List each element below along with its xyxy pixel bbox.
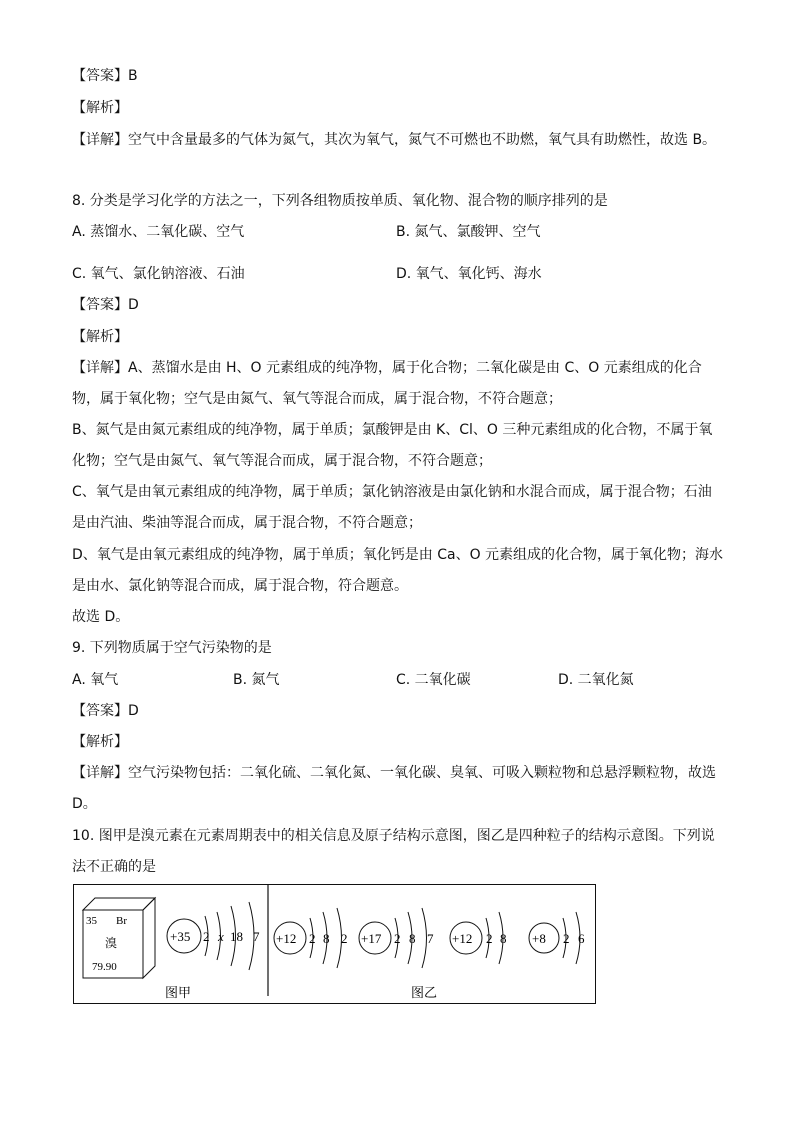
element-name: 溴 [105,936,118,950]
q10-figure [73,884,596,1004]
q8-detail-line: 故选 D。 [72,609,130,625]
particle-4-shell: 2 [563,931,570,946]
particle-3-nucleus: +12 [452,931,473,946]
figure-frame [74,885,596,1004]
particle-3-shell: 8 [500,931,507,946]
q9-detail-line: 【详解】空气污染物包括：二氧化硫、二氧化氮、一氧化碳、臭氧、可吸入颗粒物和总悬浮颗粒物，故选 [72,765,716,781]
q8-option-d: D. 氧气、氧化钙、海水 [396,266,542,282]
q8-option-b: B. 氮气、氯酸钾、空气 [396,224,541,240]
q8-detail-line: B、氮气是由氮元素组成的纯净物，属于单质；氯酸钾是由 K、Cl、O 三种元素组成的化合物，不属于氧 [72,422,713,438]
q9-option-c: C. 二氧化碳 [396,672,471,688]
element-mass: 79.90 [92,961,117,973]
q9-answer: 【答案】D [72,703,139,719]
q9-analysis-label: 【解析】 [72,734,128,750]
element-cell [83,898,155,978]
q8-detail-line: 是由水、氯化钠等混合而成，属于混合物，符合题意。 [72,578,408,594]
q10-stem-line: 法不正确的是 [72,859,156,875]
q8-answer: 【答案】D [72,297,139,313]
q8-detail-line: 【详解】A、蒸馏水是由 H、O 元素组成的纯净物，属于化合物；二氧化碳是由 C、O 元素组成的化合 [72,360,702,376]
q8-option-a: A. 蒸馏水、二氧化碳、空气 [72,224,245,240]
q8-detail-line: 化物；空气是由氮气、氧气等混合而成，属于混合物，不符合题意； [72,453,492,469]
q9-option-d: D. 二氧化氮 [558,672,634,688]
q10-stem-line: 10. 图甲是溴元素在元素周期表中的相关信息及原子结构示意图，图乙是四种粒子的结构示意图。下列说 [72,828,715,844]
particle-2-shell: 2 [394,931,401,946]
atom-jia-shell: 2 [203,929,210,944]
particle-4-nucleus: +8 [532,931,546,946]
caption-yi: 图乙 [411,986,438,1001]
particle-2-nucleus: +17 [361,931,382,946]
caption-jia: 图甲 [165,986,192,1001]
particle-2-shell: 8 [409,931,416,946]
q9-detail-line: D。 [72,796,97,812]
q8-detail-line: C、氧气是由氧元素组成的纯净物，属于单质；氯化钠溶液是由氯化钠和水混合而成，属于混合物；石油 [72,484,712,500]
particle-3-shell: 2 [486,931,493,946]
atom-jia-shell: x [218,929,224,944]
q8-detail-line: 是由汽油、柴油等混合而成，属于混合物，不符合题意； [72,515,422,531]
particle-diagram-2 [359,908,434,968]
atom-jia-shell: 18 [230,929,243,944]
atom-diagram-jia [167,902,260,970]
particle-diagram-4 [529,912,585,964]
atom-jia-nucleus: +35 [170,929,191,944]
element-symbol: Br [116,915,127,927]
q9-option-a: A. 氧气 [72,672,119,688]
particle-diagram-3 [450,912,507,964]
q8-option-c: C. 氧气、氯化钠溶液、石油 [72,266,245,282]
q8-stem: 8. 分类是学习化学的方法之一，下列各组物质按单质、氧化物、混合物的顺序排列的是 [72,193,608,209]
q8-detail-line: 物，属于氧化物；空气是由氮气、氧气等混合而成，属于混合物，不符合题意； [72,391,562,407]
atom-jia-shell: 7 [253,929,260,944]
q9-option-b: B. 氮气 [233,672,280,688]
q7-answer: 【答案】B [72,68,138,84]
particle-2-shell: 7 [427,931,434,946]
q8-analysis-label: 【解析】 [72,329,128,345]
element-number: 35 [86,915,97,927]
q8-detail-line: D、氧气是由氧元素组成的纯净物，属于单质；氧化钙是由 Ca、O 元素组成的化合物，属于氧化物；海水 [72,547,724,563]
particle-1-nucleus: +12 [276,931,297,946]
q7-analysis-label: 【解析】 [72,100,128,116]
particle-diagram-1 [274,908,348,968]
particle-1-shell: 2 [309,931,316,946]
particle-1-shell: 2 [341,931,348,946]
particle-1-shell: 8 [323,931,330,946]
q9-stem: 9. 下列物质属于空气污染物的是 [72,640,272,656]
q7-detail: 【详解】空气中含量最多的气体为氮气，其次为氧气，氮气不可燃也不助燃，氧气具有助燃性，故选 B。 [72,132,717,148]
particle-4-shell: 6 [578,931,585,946]
